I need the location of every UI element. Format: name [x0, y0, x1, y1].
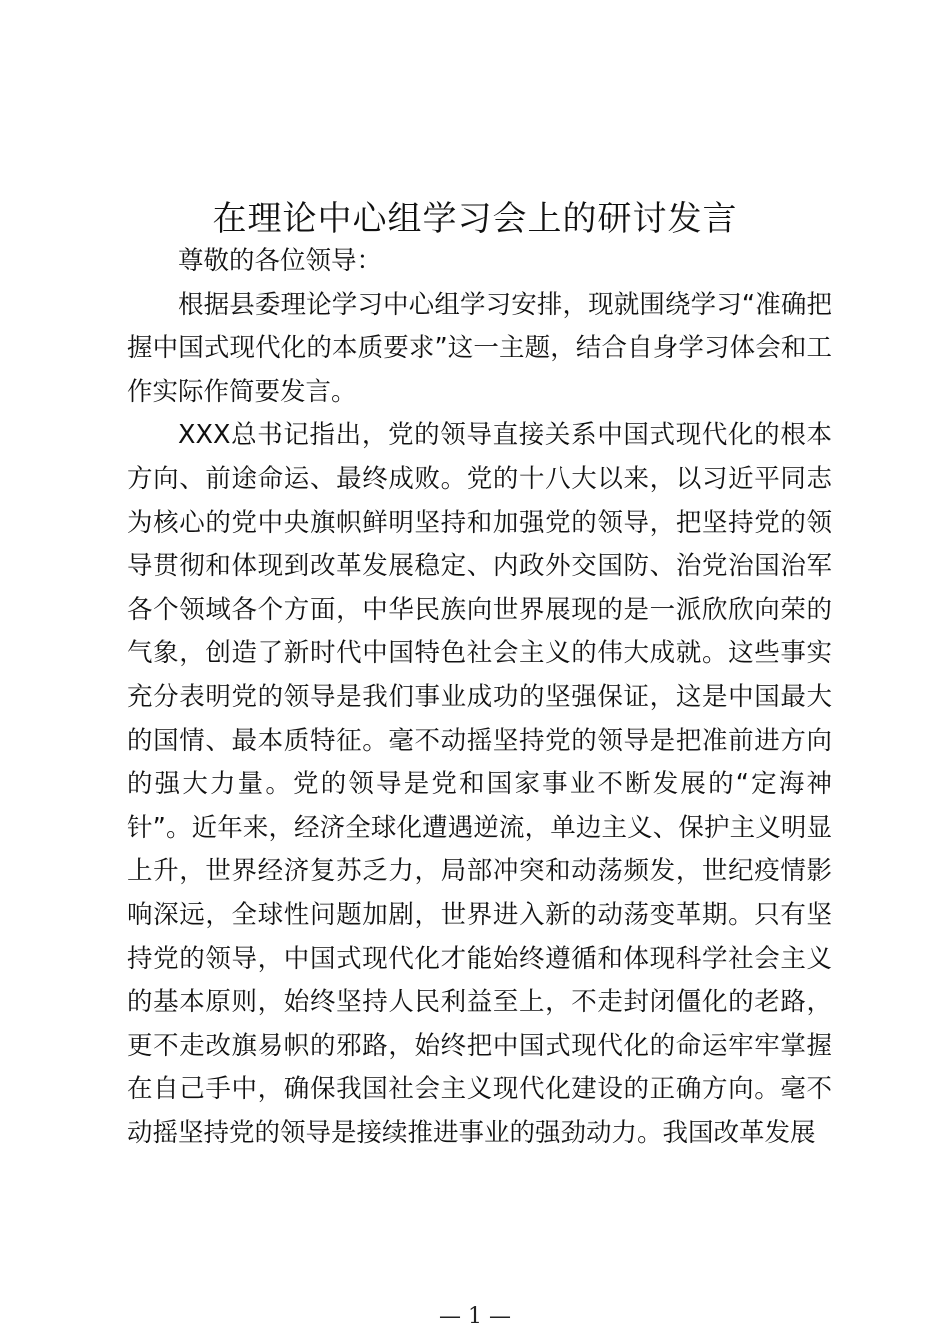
paragraph-intro: 根据县委理论学习中心组学习安排，现就围绕学习“准确把握中国式现代化的本质要求”这一主题，结合自身学习体会和工作实际作简要发言。 [127, 289, 832, 407]
document-title: 在理论中心组学习会上的研讨发言 [212, 198, 738, 239]
page-number: — 1 — [439, 1304, 511, 1329]
salutation: 尊敬的各位领导： [178, 246, 383, 276]
paragraph-main: XXX总书记指出，党的领导直接关系中国式现代化的根本方向、前途命运、最终成败。党的十八大以来，以习近平同志为核心的党中央旗帜鲜明坚持和加强党的领导，把坚持党的领导贯彻和体现到改革发展稳定、内政外交国防、治党治国治军各个领域各个方面，中华民族向世界展现的是一派欣欣向荣的气象，创造了新时代中国特色社会主义的伟大成就。这些事实充分表明党的领导是我们事业成功的坚强保证，这是中国最大的国情、最本质特征。毫不动摇坚持党的领导是把准前进方向的强大力量。党的领导是党和国家事业不断发展的“定海神针”。近年来，经济全球化遭遇逆流，单边主义、保护主义明显上升，世界经济复苏乏力，局部冲突和动荡频发，世纪疫情影响深远，全球性问题加剧，世界进入新的动荡变革期。只有坚持党的领导，中国式现代化才能始终遵循和体现科学社会主义的基本原则，始终坚持人民利益至上，不走封闭僵化的老路，更不走改旗易帜的邪路，始终把中国式现代化的命运牢牢掌握在自己手中，确保我国社会主义现代化建设的正确方向。毫不动摇坚持党的领导是接续推进事业的强劲动力。我国改革发展 [127, 420, 832, 1148]
document-body [127, 240, 832, 1155]
